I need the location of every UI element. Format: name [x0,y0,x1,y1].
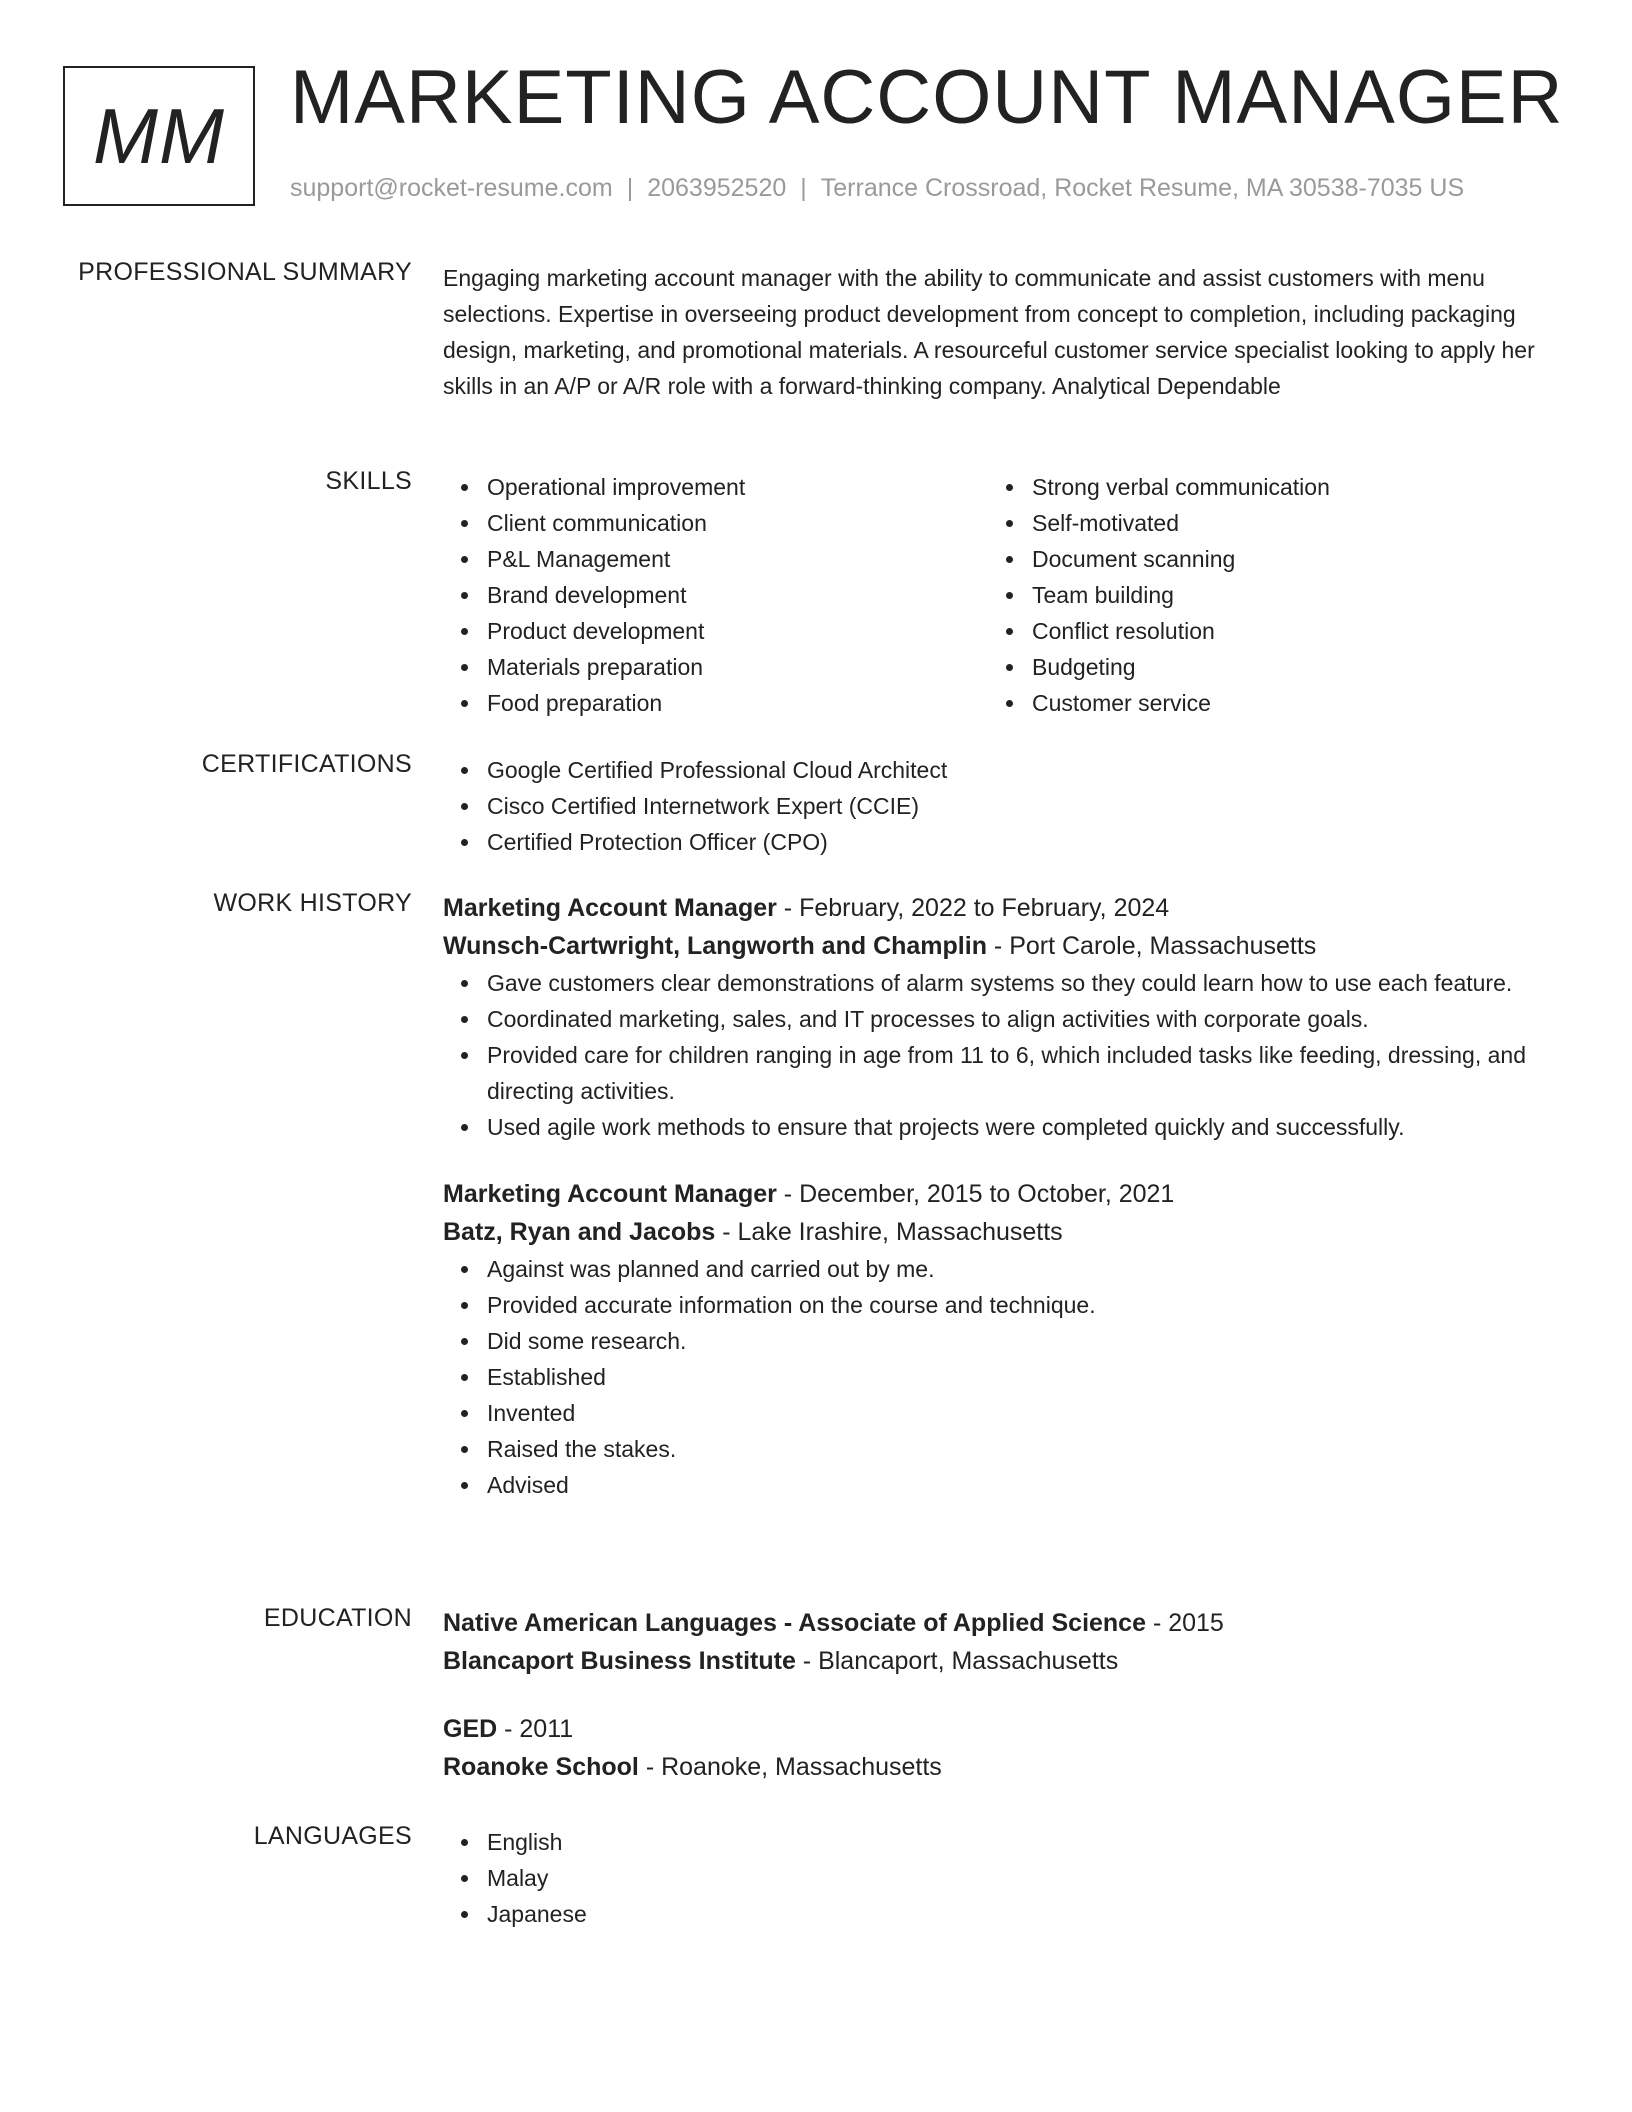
job-company-line [443,1213,1563,1251]
skill-item: Team building [1032,577,1533,613]
job-role: Marketing Account Manager [443,1180,777,1208]
summary-body [443,260,1563,404]
skill-item: Strong verbal communication [1032,469,1533,505]
certifications-body [443,752,1563,860]
job-role: Marketing Account Manager [443,894,777,922]
skills-column-right [988,469,1533,721]
skills-list-left [443,469,988,721]
contact-address: Terrance Crossroad, Rocket Resume, MA 30538-7035 US [820,174,1465,202]
education-entry [443,1710,1563,1786]
skill-item: Self-motivated [1032,505,1533,541]
education-degree: GED [443,1715,498,1743]
skills-column-left [443,469,988,721]
job-bullets [443,965,1563,1145]
monogram-badge: MM [63,66,255,206]
summary-heading: PROFESSIONAL SUMMARY [78,258,412,286]
education-body [443,1604,1563,1786]
job-location: - Lake Irashire, Massachusetts [715,1218,1063,1246]
job-dates: - December, 2015 to October, 2021 [776,1180,1175,1208]
certifications-list [443,752,1563,860]
job-bullet: Provided accurate information on the course and technique. [487,1287,1563,1323]
language-item: Japanese [487,1896,1563,1932]
certification-item: Certified Protection Officer (CPO) [487,824,1563,860]
education-entry [443,1604,1563,1680]
job-bullet: Gave customers clear demonstrations of alarm systems so they could learn how to use each feature. [487,965,1563,1001]
job-location: - Port Carole, Massachusetts [986,932,1317,960]
job-role-line [443,889,1563,927]
skill-item: Conflict resolution [1032,613,1533,649]
education-heading: EDUCATION [263,1604,412,1632]
education-school-line [443,1748,1563,1786]
job-bullet: Did some research. [487,1323,1563,1359]
job-company: Batz, Ryan and Jacobs [443,1218,716,1246]
languages-list [443,1824,1563,1932]
education-degree-line [443,1604,1563,1642]
education-location: - Blancaport, Massachusetts [795,1647,1119,1675]
contact-line [290,174,1464,203]
skill-item: Brand development [487,577,988,613]
education-degree: Native American Languages - Associate of Applied Science [443,1609,1146,1637]
skills-list-right [988,469,1533,721]
contact-phone: 2063952520 [647,174,787,202]
certification-item: Cisco Certified Internetwork Expert (CCIE) [487,788,1563,824]
job-bullet: Coordinated marketing, sales, and IT processes to align activities with corporate goals. [487,1001,1563,1037]
work-history-body [443,889,1563,1503]
certification-item: Google Certified Professional Cloud Architect [487,752,1563,788]
skill-item: Product development [487,613,988,649]
job-role-line [443,1175,1563,1213]
skill-item: P&L Management [487,541,988,577]
summary-text: Engaging marketing account manager with the ability to communicate and assist customers with menu selections. Expertise in overseeing product development from concept to completion, including packaging design, marketing, and promotional materials. A resourceful customer service specialist looking to apply her skills in an A/P or A/R role with a forward-thinking company. Analytical Dependable [443,265,1535,399]
job-entry [443,1175,1563,1503]
education-school: Blancaport Business Institute [443,1647,796,1675]
contact-separator: | [800,174,807,202]
job-bullet: Invented [487,1395,1563,1431]
skill-item: Document scanning [1032,541,1533,577]
skill-item: Budgeting [1032,649,1533,685]
education-school: Roanoke School [443,1753,639,1781]
job-bullet: Raised the stakes. [487,1431,1563,1467]
skill-item: Operational improvement [487,469,988,505]
job-bullet: Against was planned and carried out by me. [487,1251,1563,1287]
job-bullet: Advised [487,1467,1563,1503]
contact-separator: | [626,174,634,202]
skill-item: Client communication [487,505,988,541]
contact-email: support@rocket-resume.com [290,174,613,202]
job-bullet: Used agile work methods to ensure that projects were completed quickly and successfully. [487,1109,1563,1145]
education-year: - 2011 [497,1715,574,1743]
resume-title: MARKETING ACCOUNT MANAGER [290,55,1564,140]
skills-heading: SKILLS [325,467,412,495]
job-bullets [443,1251,1563,1503]
skills-body [443,469,1563,721]
job-bullet: Provided care for children ranging in age from 11 to 6, which included tasks like feeding, dressing, and directing activities. [487,1037,1563,1109]
skill-item: Food preparation [487,685,988,721]
job-dates: - February, 2022 to February, 2024 [776,894,1170,922]
education-school-line [443,1642,1563,1680]
language-item: English [487,1824,1563,1860]
language-item: Malay [487,1860,1563,1896]
job-bullet: Established [487,1359,1563,1395]
job-company-line [443,927,1563,965]
languages-body [443,1824,1563,1932]
job-company: Wunsch-Cartwright, Langworth and Champlin [443,932,987,960]
education-year: - 2015 [1146,1609,1224,1637]
skill-item: Materials preparation [487,649,988,685]
education-location: - Roanoke, Massachusetts [638,1753,942,1781]
skill-item: Customer service [1032,685,1533,721]
certifications-heading: CERTIFICATIONS [201,750,412,778]
languages-heading: LANGUAGES [253,1822,412,1850]
job-entry [443,889,1563,1145]
skills-grid [443,469,1563,721]
work-history-heading: WORK HISTORY [213,889,412,917]
education-degree-line [443,1710,1563,1748]
